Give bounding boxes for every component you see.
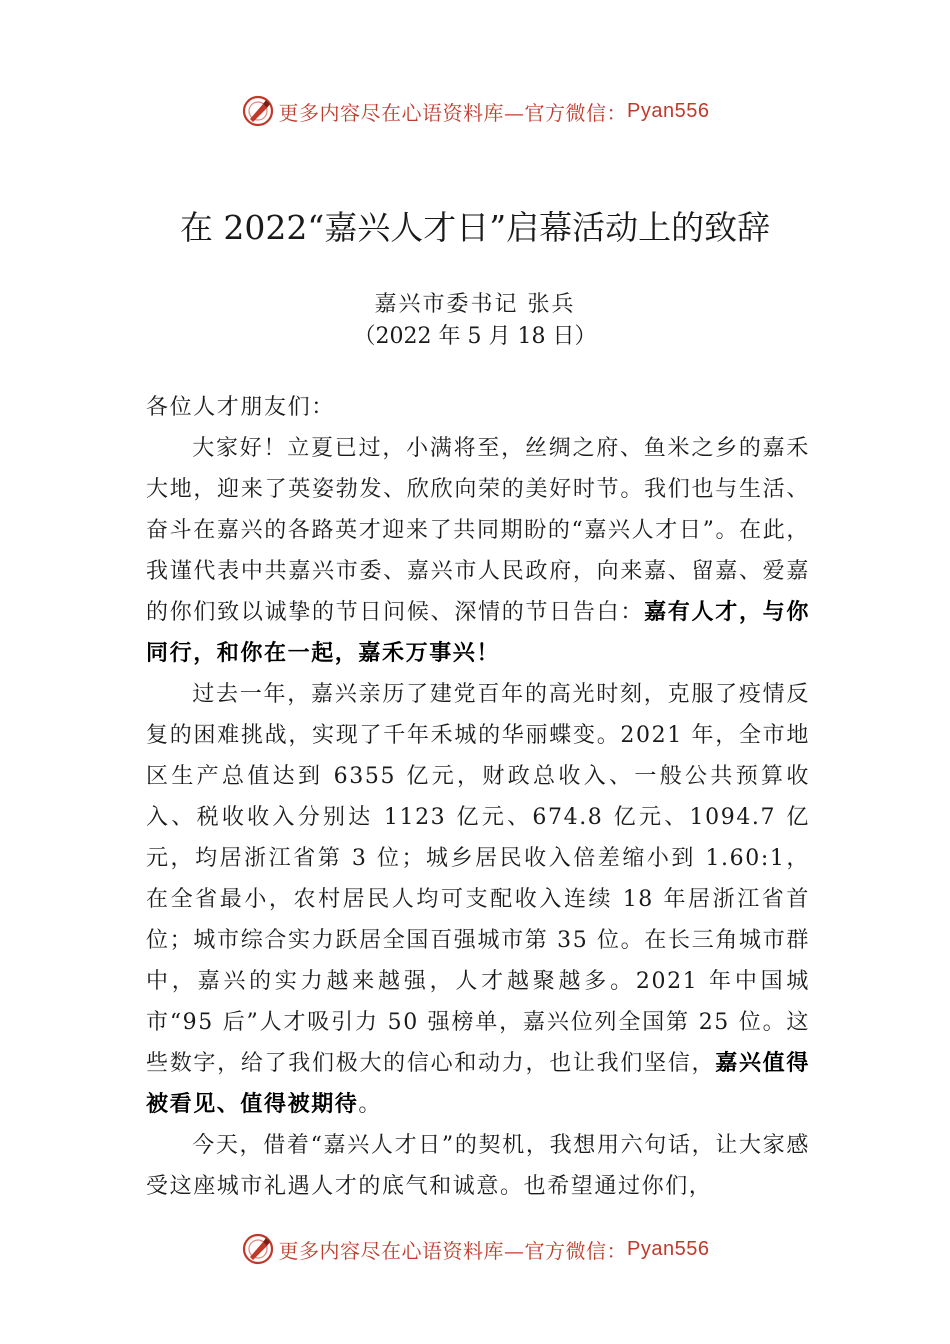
banner-text: 更多内容尽在心语资料库—官方微信： xyxy=(278,1238,628,1263)
pen-nib-logo-icon xyxy=(241,94,275,128)
banner-text: 更多内容尽在心语资料库—官方微信： xyxy=(278,100,628,125)
paragraph-1-text: 大家好！立夏已过，小满将至，丝绸之府、鱼米之乡的嘉禾大地，迎来了英姿勃发、欣欣向荣的美好时节。我们也与生活、奋斗在嘉兴的各路英才迎来了共同期盼的“嘉兴人才日”。在此，我谨代表中共嘉兴市委、嘉兴市人民政府，向来嘉、留嘉、爱嘉的你们致以诚挚的节日问候、深情的节日告白： xyxy=(146,436,810,625)
document-body xyxy=(146,387,810,1207)
header-banner xyxy=(0,94,950,128)
paragraph-2-emphasis: 嘉兴值得被看见、值得被期待 xyxy=(146,1050,811,1117)
banner-wechat-id: Pyan556 xyxy=(627,1237,710,1260)
paragraph-2 xyxy=(146,674,810,1125)
document-date: （2022 年 5 月 18 日） xyxy=(353,324,597,349)
document-title: 在 2022“嘉兴人才日”启幕活动上的致辞 xyxy=(179,208,771,248)
paragraph-2-end: 。 xyxy=(358,1092,383,1117)
paragraph-1 xyxy=(146,428,810,674)
footer-banner xyxy=(0,1232,950,1266)
salutation: 各位人才朋友们： xyxy=(146,395,335,420)
paragraph-1-emphasis: 嘉有人才，与你同行，和你在一起，嘉禾万事兴！ xyxy=(146,599,811,666)
document-author: 嘉兴市委书记 张兵 xyxy=(374,292,576,317)
banner-wechat-id: Pyan556 xyxy=(627,99,710,122)
paragraph-3: 今天，借着“嘉兴人才日”的契机，我想用六句话，让大家感受这座城市礼遇人才的底气和诚意。也希望通过你们， xyxy=(146,1133,810,1199)
pen-nib-logo-icon xyxy=(241,1232,275,1266)
paragraph-2-text: 过去一年，嘉兴亲历了建党百年的高光时刻，克服了疫情反复的困难挑战，实现了千年禾城的华丽蝶变。2021 年，全市地区生产总值达到 6355 亿元，财政总收入、一般公共预算收入、税收收入分别达 1123 亿元、674.8 亿元、1094.7 亿元，均居浙江省第 3 位；城乡居民收入倍差缩小到 1.60:1，在全省最小，农村居民人均可支配收入连续 18 年居浙江省首位；城市综合实力跃居全国百强城市第 35 位。在长三角城市群中，嘉兴的实力越来越强，人才越聚越多。2021 年中国城市“95 后”人才吸引力 50 强榜单，嘉兴位列全国第 25 位。这些数字，给了我们极大的信心和动力，也让我们坚信， xyxy=(146,682,810,1076)
